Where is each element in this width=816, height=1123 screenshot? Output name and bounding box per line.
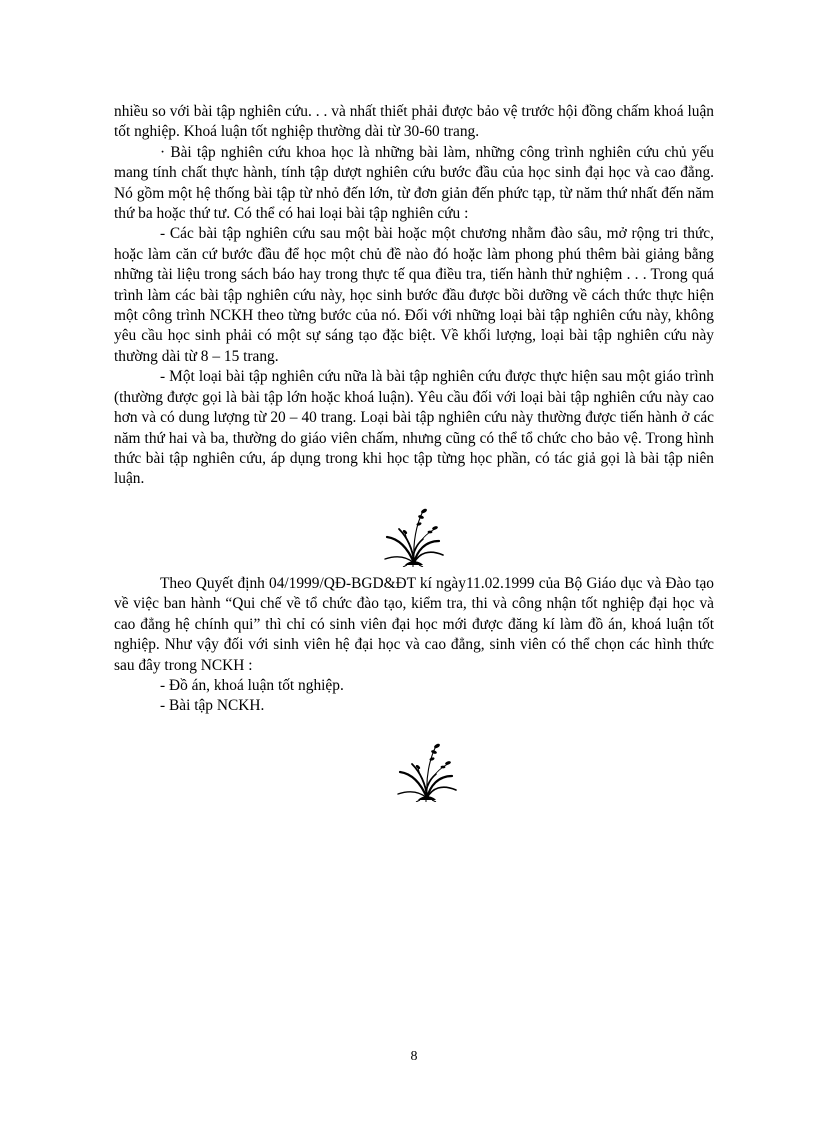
document-page bbox=[114, 0, 714, 1123]
section-1 bbox=[114, 102, 714, 490]
orchid-ornament-icon bbox=[383, 507, 445, 567]
orchid-ornament-icon bbox=[396, 742, 458, 802]
paragraph-chapter-exercise: - Các bài tập nghiên cứu sau một bài hoặc một chương nhằm đào sâu, mở rộng tri thức, hoặc làm căn cứ bước đầu để học một chủ đề nào đó hoặc làm phong phú thêm bài giảng bằng những tài liệu trong sách báo hay trong thực tế qua điều tra, tiến hành thử nghiệm . . . Trong quá trình làm các bài tập nghiên cứu này, học sinh bước đầu được bồi dưỡng về cách thức thực hiện một công trình NCKH theo từng bước của nó. Đối với những loại bài tập nghiên cứu này, không yêu cầu học sinh phải có một sự sáng tạo đặc biệt. Về khối lượng, loại bài tập nghiên cứu này thường dài từ 8 – 15 trang. bbox=[114, 225, 714, 365]
section-2 bbox=[114, 574, 714, 717]
paragraph-course-exercise: - Một loại bài tập nghiên cứu nữa là bài tập nghiên cứu được thực hiện sau một giáo trình (thường được gọi là bài tập lớn hoặc khoá luận). Yêu cầu đối với loại bài tập nghiên cứu này cao hơn và có dung lượng từ 20 – 40 trang. Loại bài tập nghiên cứu này thường được tiến hành ở các năm thứ hai và ba, thường do giáo viên chấm, nhưng cũng có thể tổ chức cho bảo vệ. Trong hình thức bài tập nghiên cứu, áp dụng trong khi học tập từng học phần, có tác giả gọi là bài tập niên luận. bbox=[114, 368, 714, 488]
paragraph-continued: nhiều so với bài tập nghiên cứu. . . và nhất thiết phải được bảo vệ trước hội đồng chấm khoá luận tốt nghiệp. Khoá luận tốt nghiệp thường dài từ 30-60 trang. bbox=[114, 103, 714, 141]
list-item-thesis: - Đồ án, khoá luận tốt nghiệp. bbox=[160, 677, 344, 695]
page-number: 8 bbox=[410, 1049, 418, 1064]
paragraph-regulation: Theo Quyết định 04/1999/QĐ-BGD&ĐT kí ngày11.02.1999 của Bộ Giáo dục và Đào tạo về việc ban hành “Qui chế về tổ chức đào tạo, kiểm tra, thi và công nhận tốt nghiệp đại học và cao đẳng hệ chính qui” thì chỉ có sinh viên đại học mới được đăng kí làm đồ án, khoá luận tốt nghiệp. Như vậy đối với sinh viên hệ đại học và cao đẳng, sinh viên có thể chọn các hình thức sau đây trong NCKH : bbox=[114, 575, 714, 674]
paragraph-research-exercise: · Bài tập nghiên cứu khoa học là những bài làm, những công trình nghiên cứu chủ yếu mang tính chất thực hành, tính tập dượt nghiên cứu bước đầu của học sinh đại học và cao đẳng. Nó gồm một hệ thống bài tập từ nhỏ đến lớn, từ đơn giản đến phức tạp, từ năm thứ nhất đến năm thứ ba hoặc thứ tư. Có thể có hai loại bài tập nghiên cứu : bbox=[114, 143, 714, 223]
list-item-exercise: - Bài tập NCKH. bbox=[160, 697, 265, 715]
